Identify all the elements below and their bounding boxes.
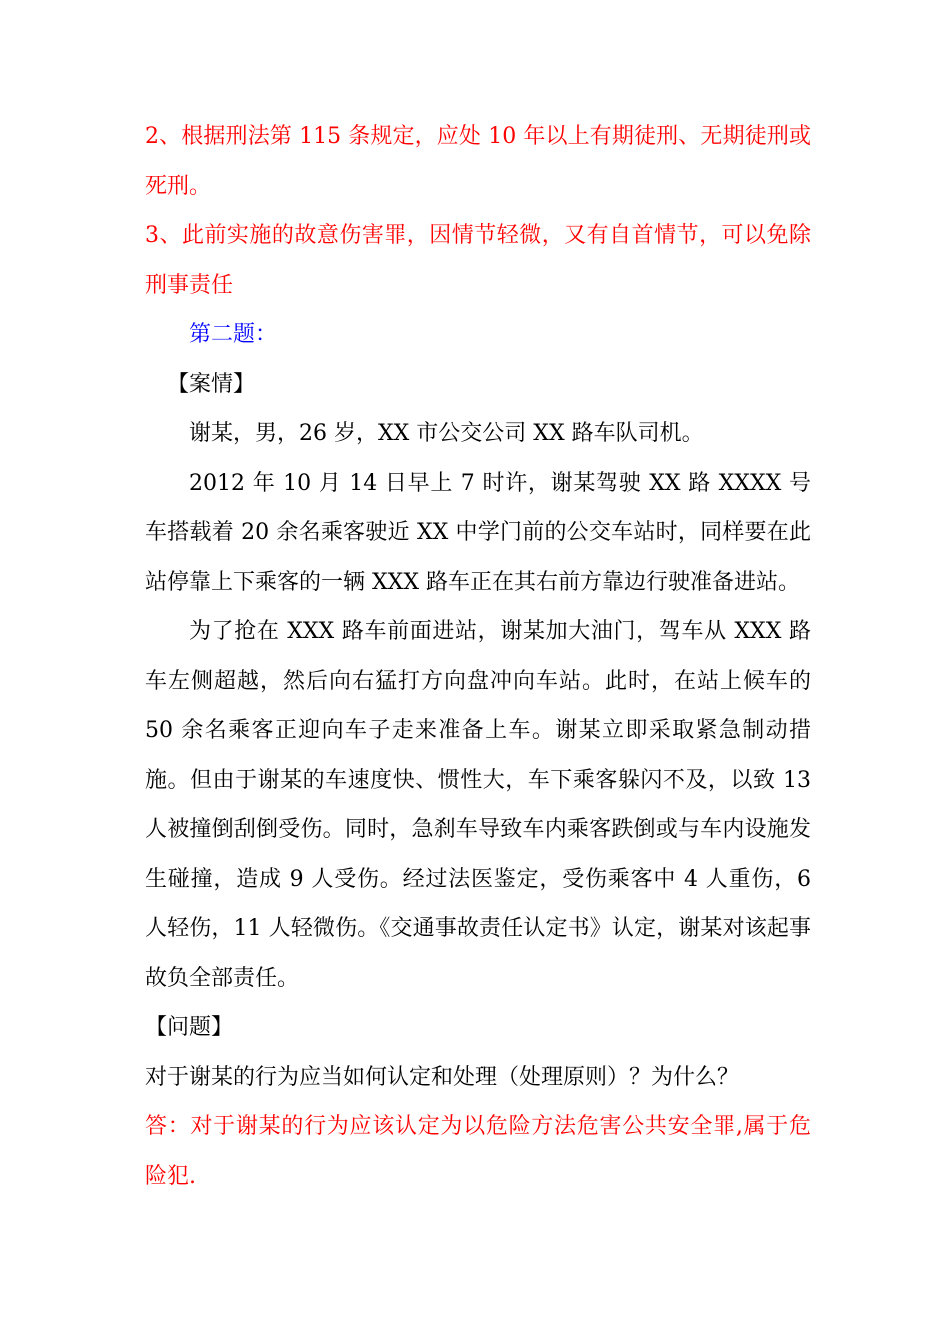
case-detail-paragraph: 为了抢在 XXX 路车前面进站，谢某加大油门，驾车从 XXX 路车左侧超越，然后向右猛打方向盘冲向车站。此时，在站上候车的 50 余名乘客正迎向车子走来准备上车。谢某立即采取紧急制动措施。但由于谢某的车速度快、惯性大，车下乘客躲闪不及，以致 13 人被撞倒刮倒受伤。同时，急刹车导致车内乘客跌倒或与车内设施发生碰撞，造成 9 人受伤。经过法医鉴定，受伤乘客中 4 人重伤，6 人轻伤，11 人轻微伤。《交通事故责任认定书》认定，谢某对该起事故负全部责任。 [145,619,811,991]
case-heading: 【案情】 [167,371,256,397]
case-event-paragraph: 2012 年 10 月 14 日早上 7 时许，谢某驾驶 XX 路 XXXX 号车搭载着 20 余名乘客驶近 XX 中学门前的公交车站时，同样要在此站停靠上下乘客的一辆 XXX 路车正在其右前方靠边行驶准备进站。 [145,470,811,595]
answer-text: 答：对于谢某的行为应该认定为以危险方法危害公共安全罪,属于危险犯. [145,1114,811,1189]
answer-item-2: 2、根据刑法第 115 条规定，应处 10 年以上有期徒刑、无期徒刑或死刑。 [145,124,811,199]
answer-item-3: 3、此前实施的故意伤害罪，因情节轻微，又有自首情节，可以免除刑事责任 [145,223,811,298]
question-heading: 【问题】 [145,1015,234,1040]
question-text: 对于谢某的行为应当如何认定和处理（处理原则）？为什么？ [145,1064,740,1090]
document-content [145,112,811,1201]
question-2-title: 第二题： [189,322,278,347]
case-intro-paragraph: 谢某，男，26 岁，XX 市公交公司 XX 路车队司机。 [189,421,704,446]
